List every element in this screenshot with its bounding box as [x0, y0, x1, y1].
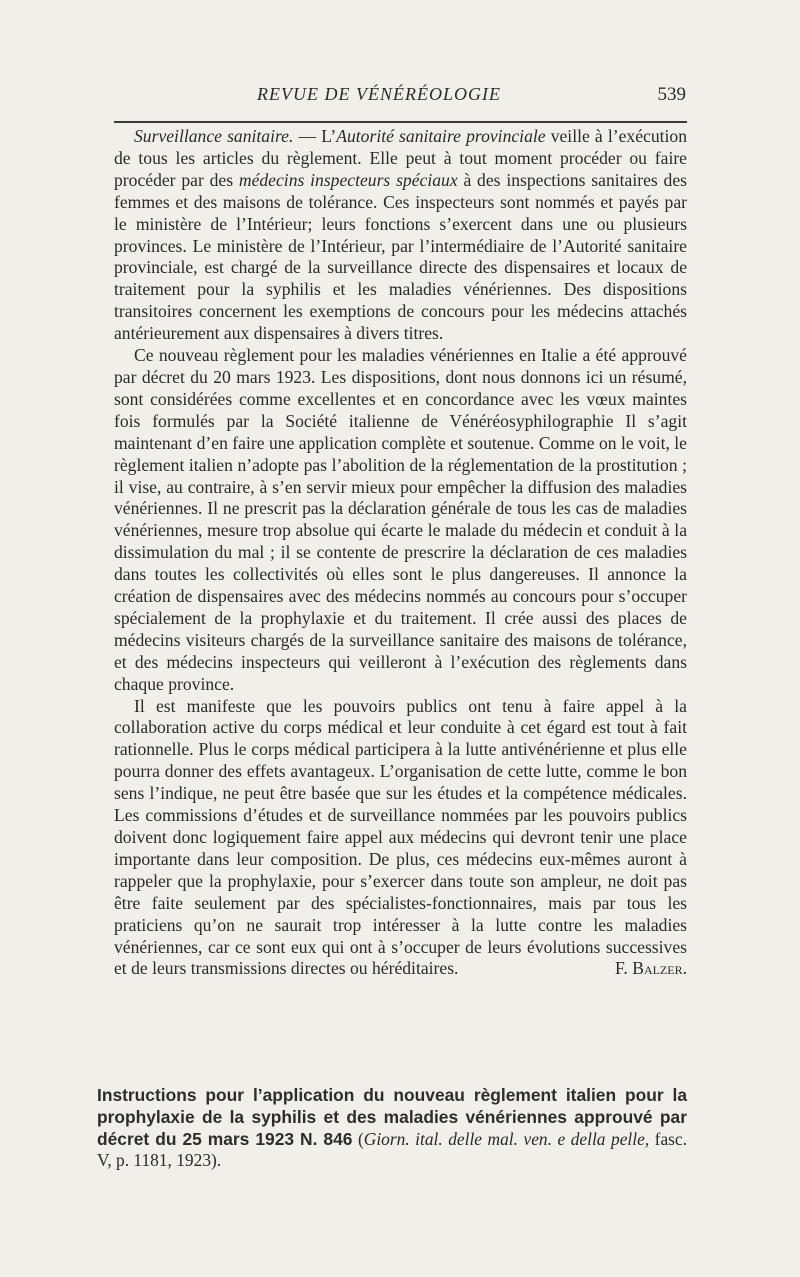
paragraph-surveillance — [114, 126, 687, 345]
section-heading: Surveillance sanitaire. — [134, 126, 294, 146]
citation-details: fasc. V, p. 1181, 1923). — [97, 1128, 687, 1171]
instructions-title: Instructions pour l’application du nouveau règlement italien pour la prophylaxie de la syphilis et des maladies vénériennes approuvé par décret du 25 mars 1923 N. 846 — [97, 1085, 687, 1149]
page-header — [0, 84, 800, 114]
l-prefix: L’ — [321, 126, 337, 146]
paragraph-text-b: à des inspections sanitaires des femmes et des maisons de tolérance. Ces inspecteurs sont nommés et payés par le ministère de l’Intérieur; leurs fonctions s’exercent dans une ou plusieurs provinces. Le ministère de l’Intérieur, par l’intermédiaire de l’Autorité sanitaire provinciale, est chargé de la surveillance directe des dispensaires et locaux de traitement pour la syphilis et les maladies vénériennes. Des dispositions transitoires concernent les exemptions de concours pour les médecins attachés antérieurement aux dispensaires à divers titres. — [114, 169, 687, 344]
inspectors-term: médecins inspecteurs spéciaux — [238, 169, 458, 190]
paragraph-text-a: veille à l’exécution de tous les articles du règlement. Elle peut à tout moment procéder ou faire procéder par des — [114, 126, 687, 190]
dash: — — [293, 126, 322, 146]
article-body — [114, 126, 687, 980]
paragraph-pouvoirs-publics — [114, 696, 687, 981]
running-title: REVUE DE VÉNÉRÉOLOGIE — [257, 84, 501, 104]
signature: F. Balzer. — [615, 958, 687, 979]
source-open: ( — [352, 1128, 364, 1149]
page-number: 539 — [657, 84, 686, 105]
paragraph-text: Il est manifeste que les pouvoirs publics ont tenu à faire appel à la collaboration active du corps médical et leur conduite à cet égard est tout à fait rationnelle. Plus le corps médical participera à la lutte antivénérienne et plus elle pourra donner des effets avantageux. L’organisation de cette lutte, comme le bon sens l’indique, ne peut être basée que sur les études et la compétence médicales. Les commissions d’études et de surveillance nommées par les pouvoirs publics doivent donc logiquement faire appel aux médecins qui devront tenir une place importante dans leur composition. De plus, ces médecins eux-mêmes auront à rappeler que la prophylaxie, pour s’exercer dans toute son ampleur, ne doit pas être faite seulement par des spécialistes-fonctionnaires, mais par tous les praticiens qu’on ne saurait trop intéresser à la lutte contre les maladies vénériennes, car ce sont eux qui ont à s’occuper de leurs évolutions successives et de leurs transmissions directes ou héréditaires. — [114, 695, 687, 979]
journal-name: Giorn. ital. delle mal. ven. e della pelle, — [363, 1128, 650, 1149]
header-rule — [114, 121, 687, 123]
authority-term: Autorité sanitaire provinciale — [336, 126, 546, 146]
paragraph-reglement: Ce nouveau règlement pour les maladies vénériennes en Italie a été approuvé par décret du 20 mars 1923. Les dispositions, dont nous donnons ici un résumé, sont considérées comme excellentes et en concordance avec les vœux maintes fois formulés par la Société italienne de Vénéréosyphilographie Il s’agit maintenant d’en faire une application complète et soutenue. Comme on le voit, le règlement italien n’adopte pas l’abolition de la réglementation de la prostitution ; il vise, au contraire, à s’en servir mieux pour empêcher la diffusion des maladies vénériennes. Il ne prescrit pas la déclaration générale de tous les cas de maladies vénériennes, mesure trop absolue qui écarte le malade du médecin et conduit à la dissimulation du mal ; il se contente de prescrire la déclaration de ces maladies dans toutes les collectivités où elles sont le plus dangereuses. Il annonce la création de dispensaires avec des médecins nommés au concours pour s’occuper spécialement de la prophylaxie et du traitement. Il crée aussi des places de médecins visiteurs chargés de la surveillance sanitaire des maisons de tolérance, et des médecins inspecteurs qui veilleront à l’exécution des règlements dans chaque province. — [114, 345, 687, 694]
instructions-entry — [97, 1085, 687, 1172]
